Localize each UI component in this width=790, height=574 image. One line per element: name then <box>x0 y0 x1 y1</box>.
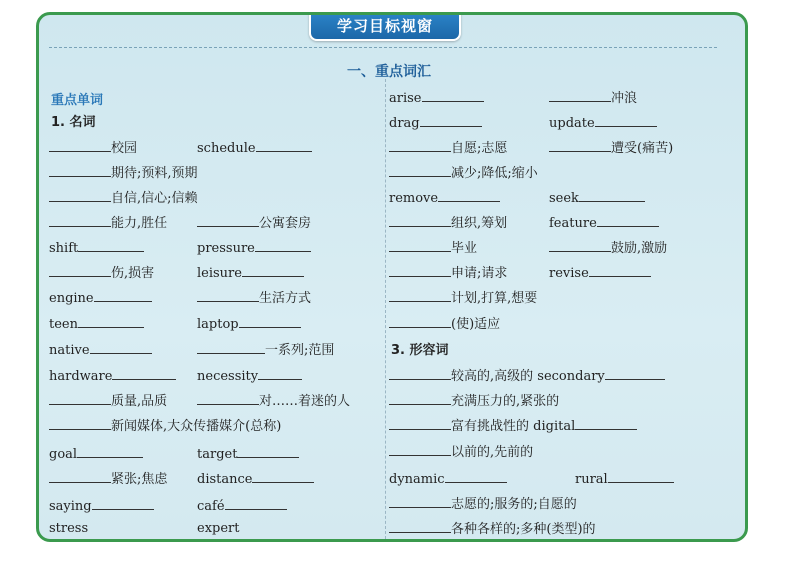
vocab-item: 富有挑战性的 digital <box>389 415 637 435</box>
vocab-item: hardware <box>49 365 176 385</box>
vocab-item: target <box>197 443 299 463</box>
vocab-item: arise <box>389 87 484 107</box>
vocab-item: 生活方式 <box>197 287 311 307</box>
subsection-title: 重点单词 <box>51 93 104 108</box>
vocab-item: 质量,品质 <box>49 390 167 410</box>
vocab-item: 鼓励,激励 <box>549 237 667 257</box>
vocab-item: 以前的,先前的 <box>389 441 533 461</box>
vocab-item: drag <box>389 112 482 132</box>
vocab-item: (使)适应 <box>389 313 500 333</box>
section-title: 一、重点词汇 <box>347 64 431 80</box>
vocab-item: 志愿的;服务的;自愿的 <box>389 493 577 513</box>
vocab-item: 毕业 <box>389 237 477 257</box>
vocab-item: laptop <box>197 313 301 333</box>
vocab-item: remove <box>389 187 500 207</box>
column-divider <box>385 79 386 539</box>
vocab-item: update <box>549 112 657 132</box>
vocab-item: 申请;请求 <box>389 262 507 282</box>
vocab-item: necessity <box>197 365 302 385</box>
vocab-item: 自信,信心;信赖 <box>49 187 198 207</box>
vocab-item: 一系列;范围 <box>197 339 334 359</box>
vocab-item: rural <box>575 468 674 488</box>
vocab-item: expert <box>197 521 240 536</box>
vocab-item: native <box>49 339 152 359</box>
vocab-item: 紧张;焦虑 <box>49 468 167 488</box>
vocab-item: café <box>197 495 287 515</box>
vocab-item: feature <box>549 212 659 232</box>
vocab-item: 对……着迷的人 <box>197 390 350 410</box>
vocab-item: engine <box>49 287 152 307</box>
vocab-item: 期待;预料,预期 <box>49 162 198 182</box>
banner-title: 学习目标视窗 <box>309 13 461 41</box>
study-goal-panel <box>36 12 748 542</box>
vocab-item: 冲浪 <box>549 87 637 107</box>
vocab-item: leisure <box>197 262 304 282</box>
vocab-item: 自愿;志愿 <box>389 137 507 157</box>
vocab-item: saying <box>49 495 154 515</box>
vocab-item: 校园 <box>49 137 137 157</box>
vocab-item: 减少;降低;缩小 <box>389 162 538 182</box>
vocab-item: 公寓套房 <box>197 212 311 232</box>
vocab-item: 较高的,高级的 secondary <box>389 365 665 385</box>
vocab-item: schedule <box>197 137 312 157</box>
vocab-item: seek <box>549 187 645 207</box>
vocab-item: pressure <box>197 237 311 257</box>
vocab-item: revise <box>549 262 651 282</box>
vocab-item: 各种各样的;多种(类型)的 <box>389 518 596 538</box>
category-adjectives: 3. 形容词 <box>391 343 449 358</box>
vocab-item: stress <box>49 521 89 536</box>
vocab-item: 充满压力的,紧张的 <box>389 390 559 410</box>
vocab-item: 遭受(痛苦) <box>549 137 673 157</box>
vocab-item: 新闻媒体,大众传播媒介(总称) <box>49 415 281 435</box>
vocab-item: 计划,打算,想要 <box>389 287 537 307</box>
top-divider <box>49 47 717 48</box>
vocab-item: 伤,损害 <box>49 262 154 282</box>
vocab-item: shift <box>49 237 144 257</box>
vocab-item: 组织,筹划 <box>389 212 507 232</box>
vocab-item: dynamic <box>389 468 507 488</box>
vocab-item: 能力,胜任 <box>49 212 167 232</box>
vocab-item: teen <box>49 313 144 333</box>
category-nouns: 1. 名词 <box>51 115 96 130</box>
vocab-item: goal <box>49 443 143 463</box>
vocab-item: distance <box>197 468 314 488</box>
